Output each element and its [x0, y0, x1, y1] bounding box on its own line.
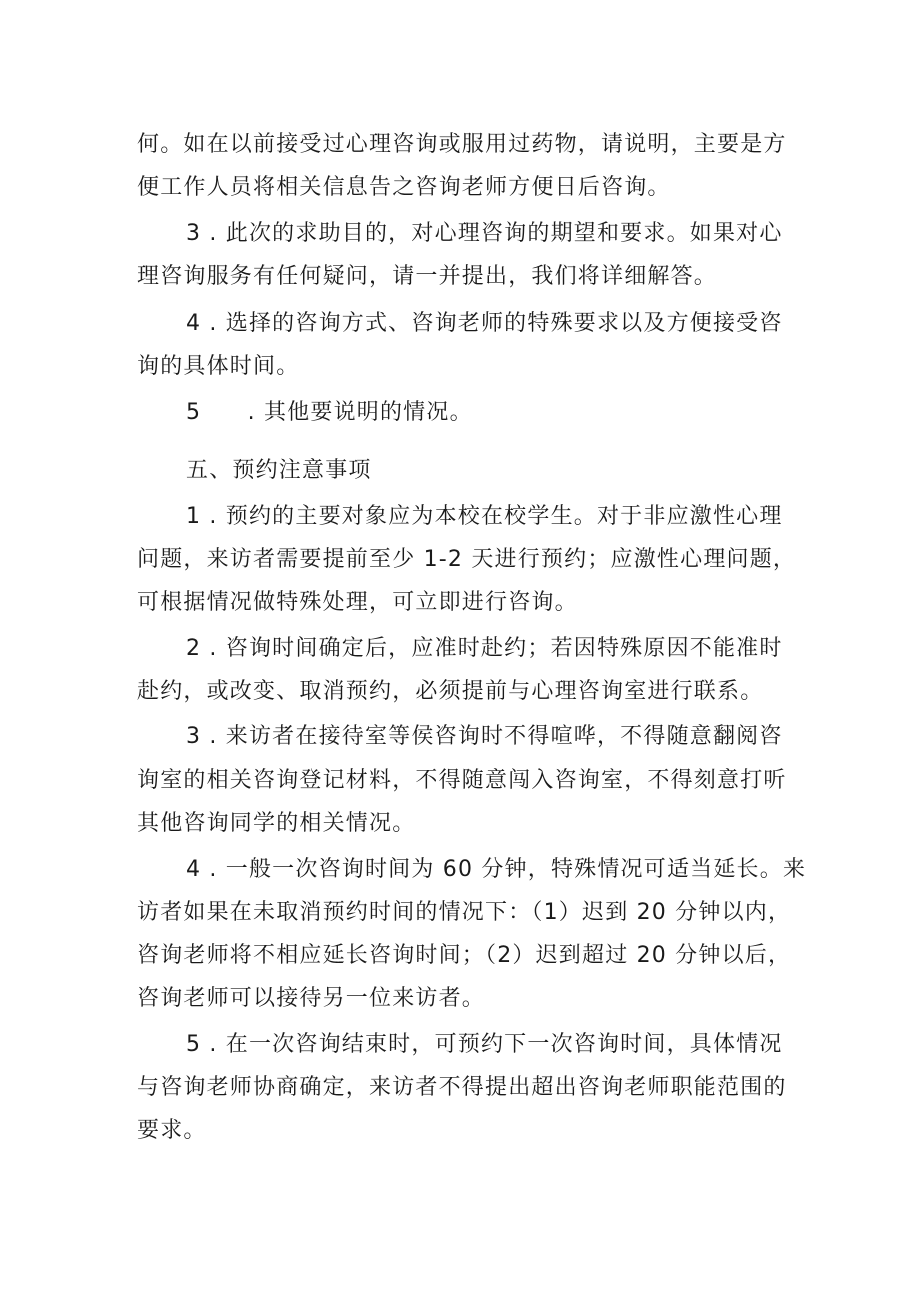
text-line: 1 . 预约的主要对象应为本校在校学生。对于非应激性心理: [186, 504, 783, 529]
text-line: 咨询老师可以接待另一位来访者。: [137, 986, 486, 1011]
text-line: 4 . 选择的咨询方式、咨询老师的特殊要求以及方便接受咨: [186, 311, 783, 336]
text-line: 咨询老师将不相应延长咨询时间；（2）迟到超过 20 分钟以后，: [137, 943, 792, 968]
text-line: 问题，来访者需要提前至少 1-2 天进行预约；应激性心理问题，: [137, 547, 797, 572]
text-line: 5 . 其他要说明的情况。: [186, 400, 473, 425]
text-line: 3 . 来访者在接待室等侯咨询时不得喧哗，不得随意翻阅咨: [186, 724, 783, 749]
text-line: 4 . 一般一次咨询时间为 60 分钟，特殊情况可适当延长。来: [186, 857, 807, 882]
text-line: 何。如在以前接受过心理咨询或服用过药物，请说明，主要是方: [137, 132, 787, 157]
text-line: 3 . 此次的求助目的，对心理咨询的期望和要求。如果对心: [186, 221, 783, 246]
text-line: 赴约，或改变、取消预约，必须提前与心理咨询室进行联系。: [137, 679, 764, 704]
text-line: 2 . 咨询时间确定后，应准时赴约；若因特殊原因不能准时: [186, 636, 783, 661]
text-line: 5 . 在一次咨询结束时，可预约下一次咨询时间，具体情况: [186, 1032, 783, 1057]
text-line: 可根据情况做特殊处理，可立即进行咨询。: [137, 590, 578, 615]
section-heading: 五、预约注意事项: [186, 458, 372, 483]
text-line: 访者如果在未取消预约时间的情况下：（1）迟到 20 分钟以内，: [137, 900, 792, 925]
text-line: 询的具体时间。: [137, 354, 300, 379]
text-line: 其他咨询同学的相关情况。: [137, 811, 416, 836]
text-line: 询室的相关咨询登记材料，不得随意闯入咨询室，不得刻意打听: [137, 768, 787, 793]
text-line: 要求。: [137, 1118, 207, 1143]
text-line: 理咨询服务有任何疑问，请一并提出，我们将详细解答。: [137, 264, 718, 289]
text-line: 便工作人员将相关信息告之咨询老师方便日后咨询。: [137, 175, 671, 200]
text-line: 与咨询老师协商确定，来访者不得提出超出咨询老师职能范围的: [137, 1075, 787, 1100]
